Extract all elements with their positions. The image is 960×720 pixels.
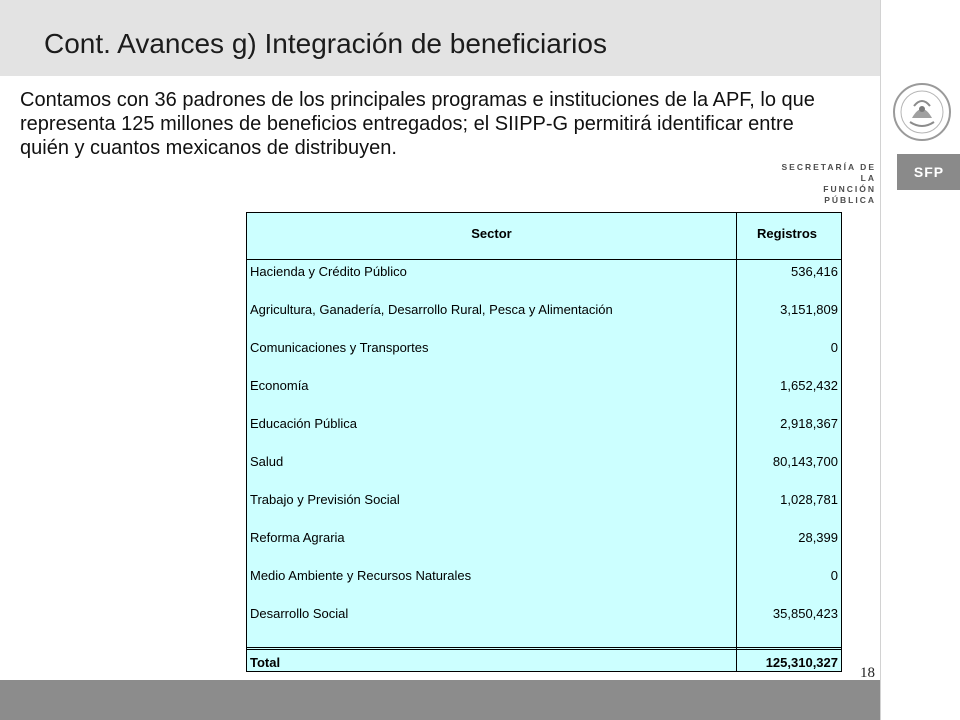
registros-cell: 1,652,432	[780, 378, 838, 393]
branding-panel	[880, 0, 960, 720]
table-row	[247, 566, 841, 586]
total-divider-top	[247, 647, 841, 648]
table-row	[247, 414, 841, 434]
page-number: 18	[860, 665, 875, 681]
table-row	[247, 528, 841, 548]
footer-bar	[0, 680, 880, 720]
sector-cell: Hacienda y Crédito Público	[250, 264, 407, 279]
sector-cell: Agricultura, Ganadería, Desarrollo Rural, Pesca y Alimentación	[250, 302, 613, 317]
sector-cell: Salud	[250, 454, 284, 469]
secretaria-label	[770, 162, 876, 206]
header-registros: Registros	[757, 226, 817, 241]
registros-cell: 3,151,809	[780, 302, 838, 317]
sector-cell: Reforma Agraria	[250, 530, 345, 545]
total-divider-bottom	[247, 649, 841, 650]
sector-cell: Desarrollo Social	[250, 606, 349, 621]
sector-cell: Economía	[250, 378, 309, 393]
registros-cell: 2,918,367	[780, 416, 838, 431]
registros-cell: 35,850,423	[772, 606, 838, 621]
header-divider	[247, 259, 841, 260]
table-row	[247, 604, 841, 624]
registros-cell: 28,399	[798, 530, 838, 545]
total-label: Total	[250, 655, 281, 670]
sector-cell: Trabajo y Previsión Social	[250, 492, 400, 507]
sfp-badge: SFP	[897, 154, 960, 190]
header-sector: Sector	[471, 226, 512, 241]
secretaria-line-1: SECRETARÍA DE LA	[781, 162, 876, 183]
sector-cell: Educación Pública	[250, 416, 357, 431]
table-total-row	[247, 653, 841, 673]
table-row	[247, 300, 841, 320]
sector-cell: Medio Ambiente y Recursos Naturales	[250, 568, 472, 583]
registros-cell: 536,416	[791, 264, 838, 279]
table-row	[247, 338, 841, 358]
table-header-row	[247, 224, 841, 244]
table-row	[247, 376, 841, 396]
slide-title: Cont. Avances g) Integración de beneficiarios	[44, 28, 607, 59]
intro-paragraph: Contamos con 36 padrones de los principales programas e instituciones de la APF, lo que representa 125 millones de beneficios entregados; el SIIPP-G permitirá identificar entre quién y cuantos mexicanos de distribuyen.	[20, 89, 815, 159]
registros-cell: 80,143,700	[772, 454, 838, 469]
sector-cell: Comunicaciones y Transportes	[250, 340, 429, 355]
table-row	[247, 262, 841, 282]
registros-cell: 0	[830, 568, 838, 583]
total-value: 125,310,327	[765, 655, 838, 670]
registros-cell: 0	[830, 340, 838, 355]
table-row	[247, 490, 841, 510]
beneficiaries-table	[246, 212, 842, 672]
registros-cell: 1,028,781	[780, 492, 838, 507]
table-row	[247, 452, 841, 472]
secretaria-line-2: FUNCIÓN PÚBLICA	[823, 184, 876, 205]
mexico-coat-of-arms-icon	[892, 82, 952, 142]
title-bar	[0, 0, 880, 76]
